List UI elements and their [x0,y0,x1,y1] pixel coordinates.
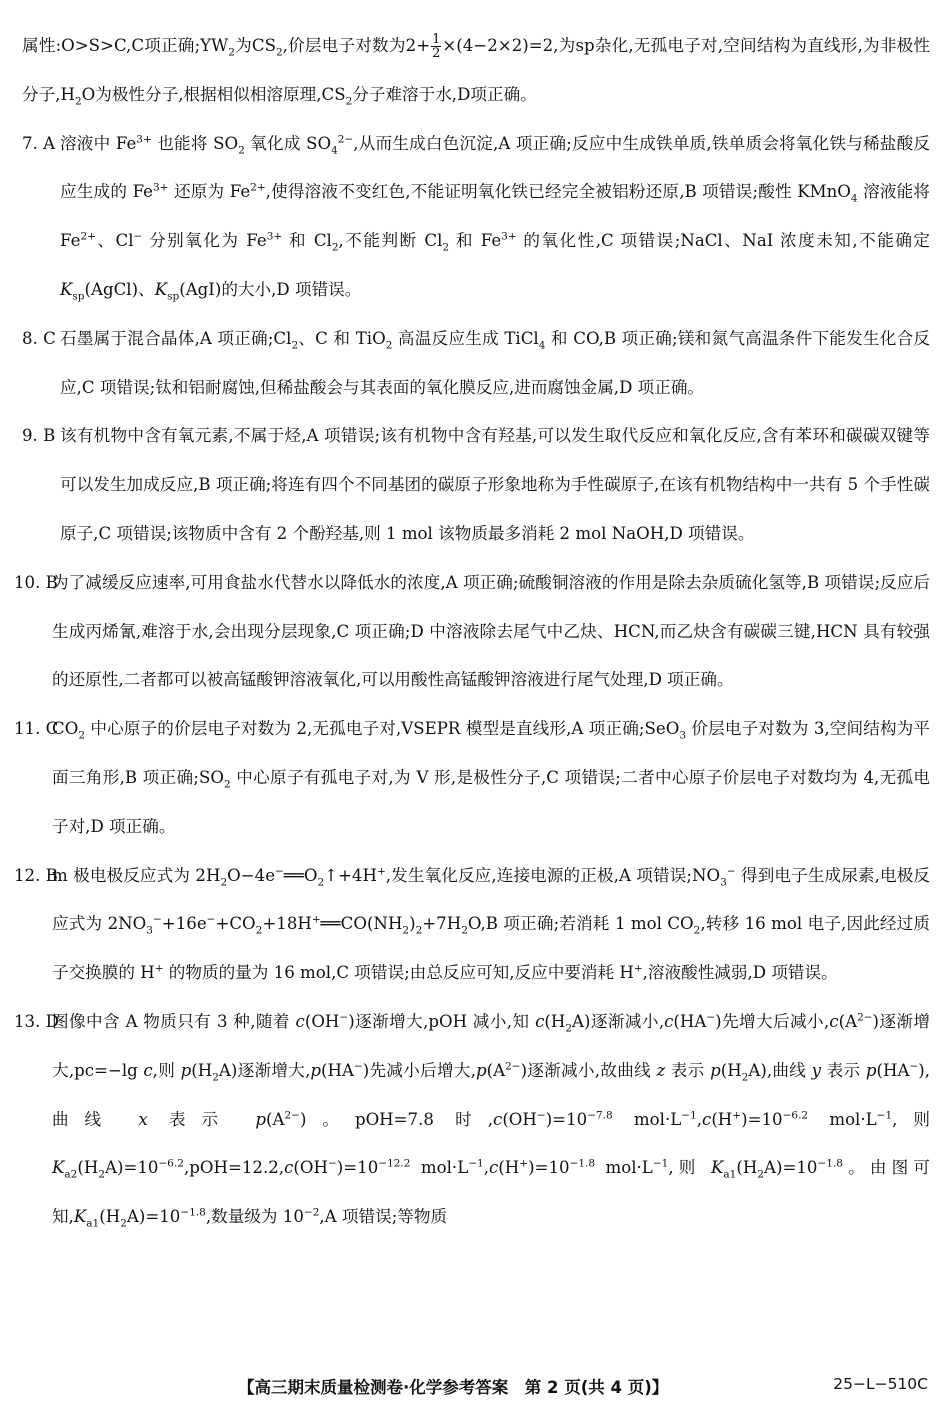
text-segment: 属性:O>S>C,C项正确;YW [22,36,229,55]
answer-explanation: m 极电极反应式为 $2H_2O-4e^-══O_2↑+4H^+$,发生氧化反应,连接电源的正极,A 项错误$;NO_3^-$ 得到电子生成尿素,电极反应式为 $2NO_3^-+16e^-+CO_2+18H^+══CO(NH_2)_2+7H_2O,B$ 项正确;若消耗 1 mol $CO_2$,转移 16 mol 电子,因此经过质子交换膜的 H+ 的物质的量为 16 mol,C 项错误;由总反应可知,反应中要消耗 H+,溶液酸性减弱,D 项错误。 [52,865,930,983]
answer-item [22,315,930,413]
answer-item [14,998,931,1242]
answer-item [22,120,930,315]
answer-number: 7. A [22,133,56,153]
text-segment: O为极性分子,根据相似相溶原理,CS [81,84,346,104]
answer-item [22,412,930,558]
subscript: 2 [228,46,235,59]
footer-title: 【高三期末质量检测卷·化学参考答案 第 2 页(共 4 页)】 [238,1378,669,1397]
subscript: 2 [275,46,283,59]
answer-explanation: 石墨属于混合晶体,A 项正确$;Cl_2$、C 和 TiO$_2$ 高温反应生成 TiCl$_4$ 和 CO,B 项正确;镁和氮气高温条件下能发生化合反应,C 项错误;钛和铝耐腐蚀,但稀盐酸会与其表面的氧化膜反应,进而腐蚀金属,D 项正确。 [60,328,930,397]
answer-explanation: 为了减缓反应速率,可用食盐水代替水以降低水的浓度,A 项正确;硫酸铜溶液的作用是除去杂质硫化氢等,B 项错误;反应后生成丙烯氰,难溶于水,会出现分层现象,C 项正确;D 中溶液除去尾气中乙炔、HCN,而乙炔含有碳碳三键,HCN 具有较强的还原性,二者都可以被高锰酸钾溶液氧化,可以用酸性高锰酸钾溶液进行尾气处理,D 项正确。 [52,572,930,690]
answer-explanation: 溶液中 $Fe^{3+}$ 也能将 $SO_2$ 氧化成 $SO_4^{2-}$,从而生成白色沉淀,A 项正确;反应中生成铁单质,铁单质会将氧化铁与稀盐酸反应生成的 $Fe^{3+}$ 还原为 $Fe^{2+}$,使得溶液不变红色,不能证明氧化铁已经完全被铝粉还原,B 项错误;酸性 KMnO$_4$ 溶液能将 $Fe^{2+}$、Cl− 分别氧化为 $Fe^{3+}$ 和 $Cl_2$,不能判断 $Cl_2$ 和 $Fe^{3+}$ 的氧化性,C 项错误;NaCl、NaI 浓度未知,不能确定 $K_{sp}(AgCl)$、$K_{sp}(AgI)$的大小,D 项错误。 [60,133,930,303]
answer-number: 12. B [14,865,58,885]
answer-explanation: 图像中含 A 物质只有 3 种,随着 c(OH−)逐渐增大,pOH 减小,知 $c(H_2A)$逐渐减小,c(HA−)先增大后减小$,c(A^{2-})$逐渐增大,pc=−lg c,则 $p(H_2A)$逐渐增大,p(HA−)先减小后增大$,p(A^{2-})$逐渐减小,故曲线 z 表示 $p(H_2A)$,曲线 y 表示 p(HA−),曲线 x 表示 $p(A^{2-})$。pOH=7.8 时$,c(OH^-)=10^{-7.8}$ $mol\cdot L^{-1},c(H^+)=10^{-6.2}$ $mol\cdot L^{-1}$,则 $K_{a2}(H_2A)=10^{-6.2},pOH=12.2,c(OH^-)=10^{-12.2}$ $mol\cdot L^{-1},c(H^+)=10^{-1.8}$ $mol\cdot L^{-1}$,则 $K_{a1}(H_2A)=10^{-1.8}$。由图可知$,K_{a1}(H_2A)=10^{-1.8}$,数量级为 $10^{-2},A$ 项错误;等物质 [52,1011,931,1230]
fraction-numerator: 1 [432,32,441,47]
answer-item [14,559,930,705]
answer-explanation: 该有机物中含有氧元素,不属于烃,A 项错误;该有机物中含有羟基,可以发生取代反应和氧化反应,含有苯环和碳碳双键等可以发生加成反应,B 项正确;将连有四个不同基团的碳原子形象地称为手性碳原子,在该有机物结构中一共有 5 个手性碳原子,C 项错误;该物质中含有 2 个酚羟基,则 1 mol 该物质最多消耗 2 mol NaOH,D 项错误。 [60,426,930,543]
text-segment: ,价层电子对数为2+ [282,36,431,55]
text-segment: 为CS [234,36,276,55]
fraction [431,33,441,60]
answer-item [14,852,930,998]
text-segment: 分子难溶于水,D项正确。 [352,84,537,104]
text-segment: ×(4−2×2)=2,为sp杂化,无孤电子对,空间结构为直线形,为非极性分子,H [22,36,930,104]
fraction-denominator: 2 [432,46,441,61]
answer-item [14,705,930,851]
page-footer [0,1374,950,1402]
answer-items [14,120,931,1242]
answer-number: 10. B [14,572,58,592]
answer-explanation: $CO_2$ 中心原子的价层电子对数为 2,无孤电子对,VSEPR 模型是直线形,A 项正确;SeO$_3$ 价层电子对数为 3,空间结构为平面三角形,B 项正确$;SO_2$ 中心原子有孤电子对,为 V 形,是极性分子,C 项错误;二者中心原子价层电子对数均为 4,无孤电子对,D 项正确。 [52,719,930,836]
answer-number: 8. C [22,328,56,348]
answer-number: 11. C [14,719,59,739]
answer-content [14,22,931,1242]
answer-number: 9. B [22,426,56,446]
answer-number: 13. D [14,1011,59,1031]
continued-paragraph [22,22,930,120]
subscript: 2 [74,95,82,108]
exam-code: 25−L−510C [833,1375,928,1393]
subscript: 2 [345,95,353,108]
